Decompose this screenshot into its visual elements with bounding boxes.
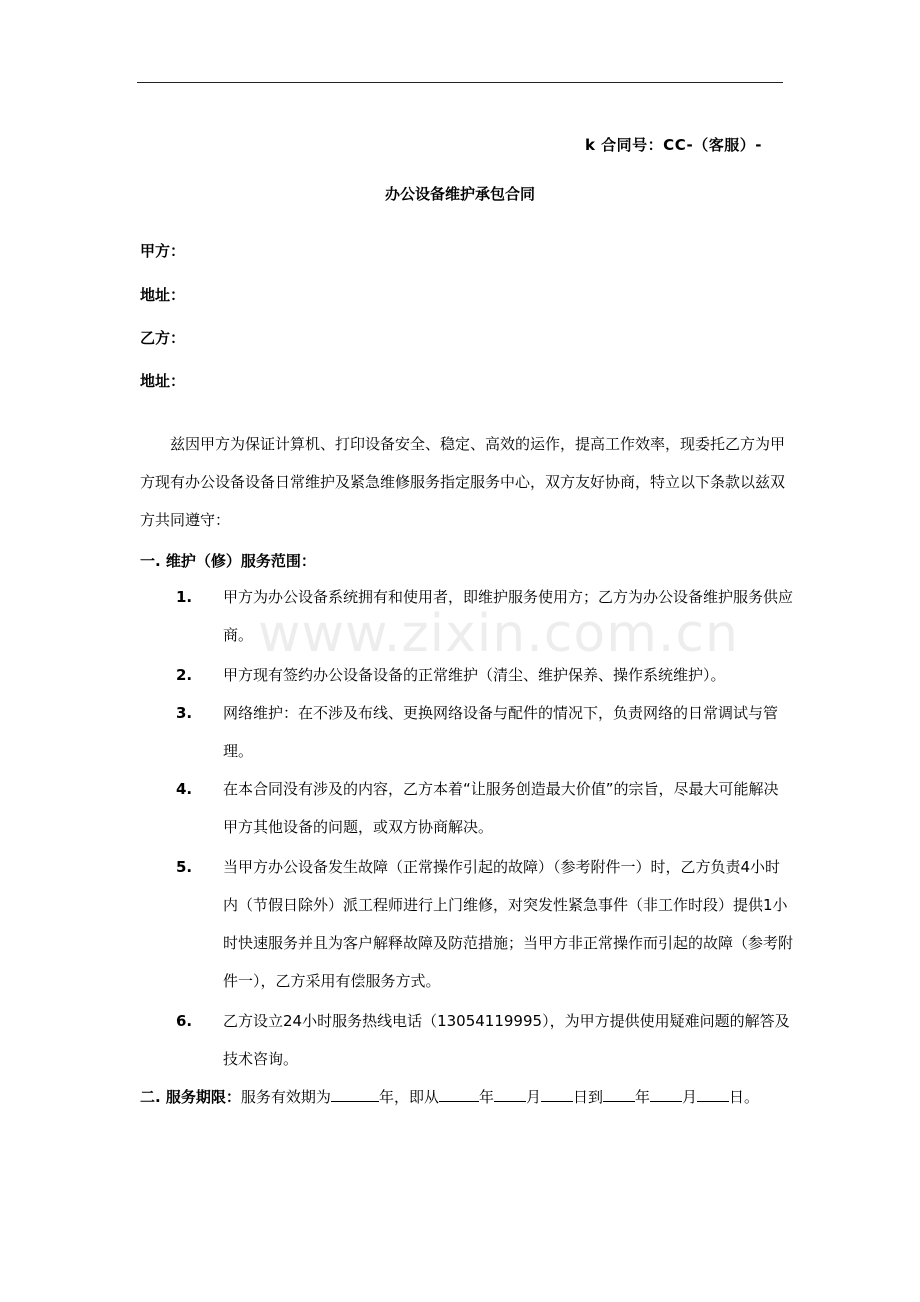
term-text: 年: [635, 1088, 651, 1106]
section-1-heading: 一. 维护（修）服务范围：: [140, 552, 316, 570]
blank-field: [494, 1087, 526, 1102]
list-item-number: 6.: [176, 1012, 193, 1030]
list-item: [176, 694, 796, 770]
list-item-number: 3.: [176, 704, 193, 722]
service-term-line: [140, 1086, 800, 1107]
list-item-number: 2.: [176, 666, 193, 684]
blank-field: [541, 1087, 573, 1102]
list-item-number: 5.: [176, 858, 193, 876]
term-text: 年，即从: [378, 1088, 439, 1106]
service-term-label: 二. 服务期限：: [140, 1088, 241, 1106]
blank-field: [697, 1087, 729, 1102]
term-text: 服务有效期为: [240, 1088, 331, 1106]
list-item: [176, 770, 796, 846]
list-item: [176, 1002, 796, 1078]
term-text: 日到: [572, 1088, 603, 1106]
list-item-text: 网络维护：在不涉及布线、更换网络设备与配件的情况下，负责网络的日常调试与管理。: [223, 704, 779, 760]
list-item-text: 在本合同没有涉及的内容，乙方本着“让服务创造最大价值”的宗旨，尽最大可能解决甲方其他设备的问题，或双方协商解决。: [223, 780, 779, 836]
header-rule: [137, 82, 783, 83]
blank-field: [331, 1087, 379, 1102]
list-item: [176, 848, 796, 1000]
intro-paragraph: 兹因甲方为保证计算机、打印设备安全、稳定、高效的运作，提高工作效率，现委托乙方为甲方现有办公设备设备日常维护及紧急维修服务指定服务中心，双方友好协商，特立以下条款以兹双方共同遵守：: [140, 435, 786, 529]
term-text: 日。: [729, 1088, 760, 1106]
list-item-number: 1.: [176, 588, 193, 606]
contract-number: k 合同号：CC-（客服）-: [584, 136, 762, 154]
party-b-label: 乙方：: [140, 329, 186, 347]
party-a-label: 甲方：: [140, 242, 186, 260]
list-item: [176, 656, 796, 694]
blank-field: [603, 1087, 635, 1102]
list-item-text: 甲方为办公设备系统拥有和使用者，即维护服务使用方；乙方为办公设备维护服务供应商。: [223, 588, 794, 644]
term-text: 年: [478, 1088, 494, 1106]
blank-field: [650, 1087, 682, 1102]
watermark: www.zixin.com.cn: [258, 604, 739, 664]
term-text: 月: [682, 1088, 698, 1106]
party-b-address-label: 地址：: [140, 372, 186, 390]
list-item-text: 甲方现有签约办公设备设备的正常维护（清尘、维护保养、操作系统维护）。: [223, 666, 726, 684]
party-a-address-label: 地址：: [140, 286, 186, 304]
list-item-number: 4.: [176, 780, 193, 798]
list-item-text: 当甲方办公设备发生故障（正常操作引起的故障）（参考附件一）时，乙方负责4小时内（节假日除外）派工程师进行上门维修，对突发性紧急事件（非工作时段）提供1小时快速服务并且为客户解释故障及防范措施；当甲方非正常操作而引起的故障（参考附件一），乙方采用有偿服务方式。: [223, 858, 794, 990]
list-item: [176, 578, 796, 654]
document-title: 办公设备维护承包合同: [384, 185, 535, 203]
list-item-text: 乙方设立24小时服务热线电话（13054119995），为甲方提供使用疑难问题的解答及技术咨询。: [223, 1012, 790, 1068]
blank-field: [439, 1087, 479, 1102]
term-text: 月: [525, 1088, 541, 1106]
